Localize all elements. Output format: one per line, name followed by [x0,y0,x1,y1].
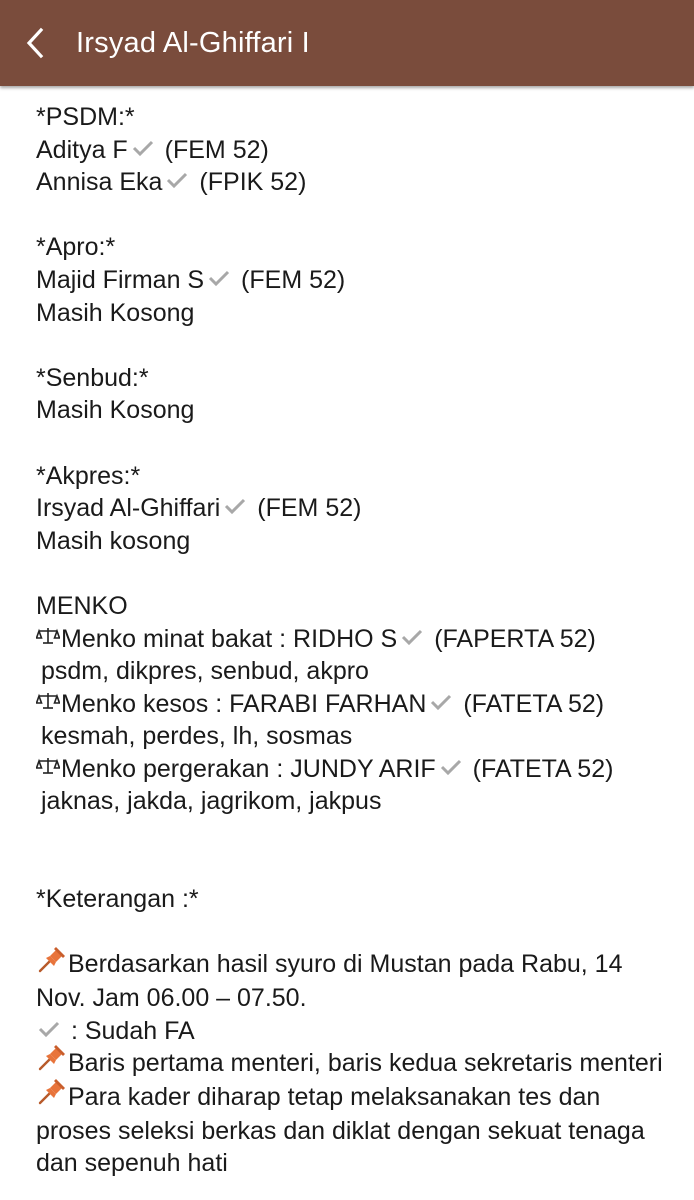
spacer [36,427,676,460]
menko-label: Menko pergerakan : JUNDY ARIF [61,754,436,783]
menko-label: Menko minat bakat : RIDHO S [61,624,398,653]
pushpin-icon [36,944,68,983]
member-faculty: (FEM 52) [164,135,269,164]
empty-slot: Masih Kosong [36,396,195,425]
back-button[interactable] [0,0,70,86]
check-icon [401,622,423,655]
menko-sub: kesmah, perdes, lh, sosmas [41,722,353,751]
member-faculty: (FEM 52) [241,265,346,294]
section-heading-menko: MENKO [36,591,128,620]
menko-line [36,753,676,786]
member-line [36,134,676,167]
member-name: Irsyad Al-Ghiffari [36,494,221,523]
section-heading-keterangan: *Keterangan :* [36,885,199,914]
balance-scale-icon [36,752,60,785]
menko-sub: jaknas, jakda, jagrikom, jakpus [41,787,382,816]
empty-slot: Masih Kosong [36,298,195,327]
menko-faculty: (FATETA 52) [463,689,605,718]
member-name: Majid Firman S [36,265,205,294]
menko-line [36,688,676,721]
check-icon [440,752,462,785]
spacer [36,818,676,883]
chat-title: Irsyad Al-Ghiffari I [76,26,310,59]
check-icon [430,687,452,720]
check-icon [208,263,230,296]
member-line [36,166,676,199]
spacer [36,916,676,949]
menko-sub: psdm, dikpres, senbud, akpro [41,657,369,686]
member-faculty: (FPIK 52) [199,168,307,197]
spacer [36,557,676,590]
member-name: Annisa Eka [36,168,163,197]
member-faculty: (FEM 52) [257,494,362,523]
chevron-left-icon [24,27,46,59]
note-line [36,1081,676,1180]
pushpin-icon [36,1076,68,1115]
section-heading-psdm: *PSDM:* [36,103,135,131]
menko-label: Menko kesos : FARABI FARHAN [61,689,427,718]
note-text: Baris pertama menteri, baris kedua sekretaris menteri [68,1049,663,1078]
check-icon [224,491,246,524]
note-line [36,948,676,1014]
empty-slot: Masih kosong [36,526,191,555]
member-line [36,492,676,525]
balance-scale-icon [36,622,60,655]
note-text: Berdasarkan hasil syuro di Mustan pada Rabu, 14 Nov. Jam 06.00 – 07.50. [36,950,623,1013]
check-legend-text: : Sudah FA [64,1016,195,1045]
section-heading-akpres: *Akpres:* [36,461,141,490]
check-icon [166,165,188,198]
balance-scale-icon [36,687,60,720]
message-body [36,101,676,1180]
spacer [36,329,676,362]
member-name: Aditya F [36,135,128,164]
spacer [36,199,676,232]
check-legend-line [36,1015,676,1048]
section-heading-apro: *Apro:* [36,233,116,262]
menko-faculty: (FAPERTA 52) [434,624,596,653]
menko-line [36,623,676,656]
note-text: Para kader diharap tetap melaksanakan tes dan proses seleksi berkas dan diklat dengan sekuat tenaga dan sepenuh hati [36,1083,645,1178]
section-heading-senbud: *Senbud:* [36,363,149,392]
menko-faculty: (FATETA 52) [472,754,614,783]
member-line [36,264,676,297]
note-line [36,1047,676,1081]
check-icon [132,133,154,166]
app-header [0,0,694,86]
